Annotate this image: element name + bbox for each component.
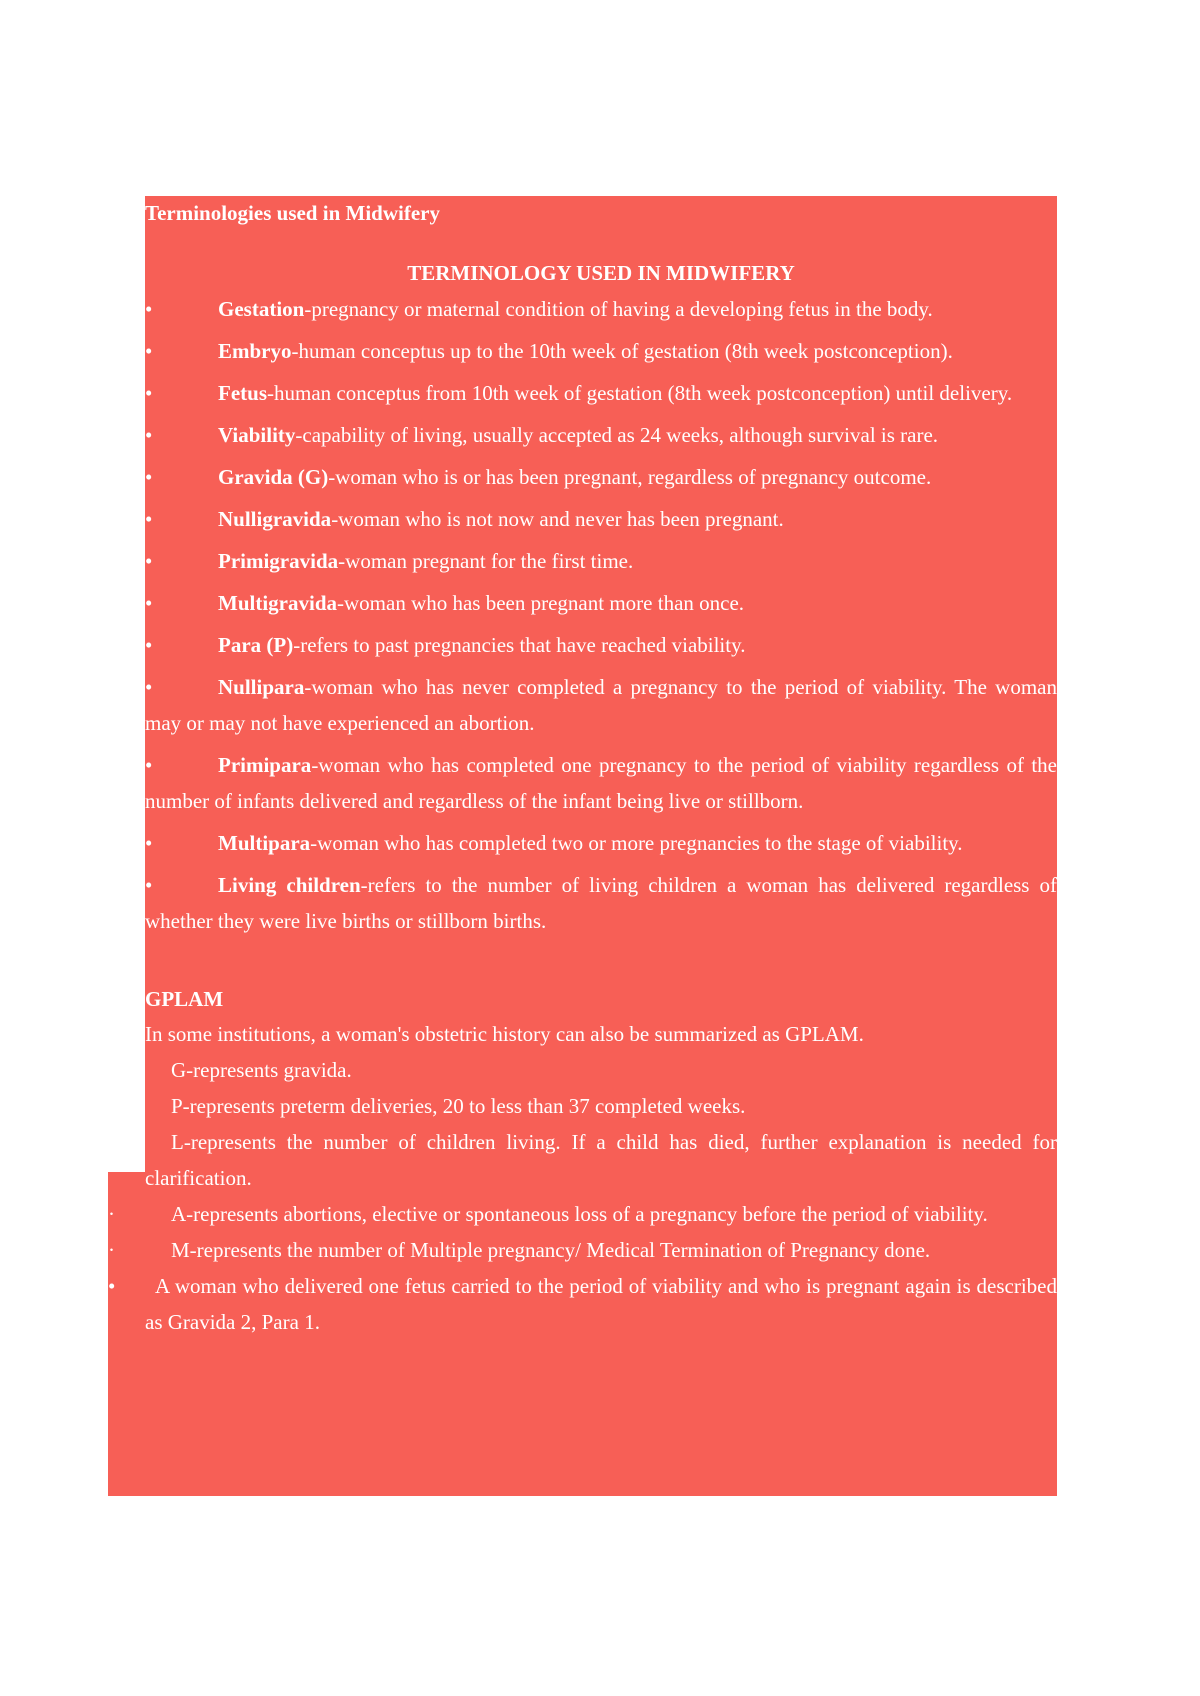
gplam-example-text: A woman who delivered one fetus carried to the period of viability and who is pregnant again is described as Gravida 2, Para 1.: [145, 1274, 1057, 1334]
term-name: Gravida (G): [218, 465, 329, 489]
term-name: Nulligravida: [218, 507, 332, 531]
terminology-list: [145, 291, 1057, 939]
list-item: [108, 1052, 1057, 1088]
section-heading: TERMINOLOGY USED IN MIDWIFERY: [407, 261, 795, 285]
term-name: Primipara: [218, 753, 312, 777]
bullet: •: [145, 753, 153, 777]
gplam-item-text: A-represents abortions, elective or spontaneous loss of a pregnancy before the period of viability.: [171, 1202, 988, 1226]
bullet: •: [145, 465, 153, 489]
bullet: ·: [108, 1094, 115, 1118]
term-definition: -pregnancy or maternal condition of having a developing fetus in the body.: [304, 297, 933, 321]
term-definition: -woman who is not now and never has been pregnant.: [331, 507, 784, 531]
list-item: [145, 375, 1057, 411]
list-item: [145, 459, 1057, 495]
term-name: Fetus: [218, 381, 267, 405]
bullet: •: [145, 507, 153, 531]
bullet: •: [145, 339, 153, 363]
list-item: [108, 1088, 1057, 1124]
term-definition: -refers to past pregnancies that have reached viability.: [293, 633, 746, 657]
bullet: •: [145, 297, 153, 321]
list-item: [145, 867, 1057, 939]
bullet: •: [145, 549, 153, 573]
gplam-item-text: M-represents the number of Multiple pregnancy/ Medical Termination of Pregnancy done.: [171, 1238, 931, 1262]
list-item: [145, 333, 1057, 369]
bullet: •: [145, 381, 153, 405]
term-name: Embryo: [218, 339, 292, 363]
document-title: Terminologies used in Midwifery: [145, 201, 440, 225]
bullet: •: [108, 1274, 116, 1298]
term-name: Nullipara: [218, 675, 305, 699]
gplam-item-text: L-represents the number of children living. If a child has died, further explanation is needed for clarification.: [145, 1130, 1057, 1190]
list-item: [145, 627, 1057, 663]
gplam-list: [108, 1052, 1057, 1340]
term-name: Para (P): [218, 633, 294, 657]
term-name: Viability: [218, 423, 296, 447]
gplam-heading: GPLAM: [145, 987, 224, 1011]
bullet: •: [145, 423, 153, 447]
document-body: [108, 196, 1057, 1340]
bullet: •: [145, 591, 153, 615]
term-name: Multigravida: [218, 591, 337, 615]
term-definition: -human conceptus from 10th week of gestation (8th week postconception) until delivery.: [267, 381, 1013, 405]
bullet: ·: [108, 1058, 115, 1082]
bullet: ·: [108, 1130, 115, 1154]
term-name: Living children: [218, 873, 361, 897]
list-item: [145, 543, 1057, 579]
term-name: Multipara: [218, 831, 311, 855]
term-name: Gestation: [218, 297, 305, 321]
list-item: [145, 501, 1057, 537]
bullet: ·: [108, 1238, 115, 1262]
bullet: •: [145, 633, 153, 657]
term-definition: -refers to the number of living children a woman has delivered regardless of whether they were live births or stillborn births.: [145, 873, 1057, 933]
bullet: •: [145, 873, 153, 897]
gplam-intro: In some institutions, a woman's obstetric history can also be summarized as GPLAM.: [145, 1022, 864, 1046]
term-definition: -woman who is or has been pregnant, regardless of pregnancy outcome.: [328, 465, 932, 489]
list-item: [145, 747, 1057, 819]
bullet: •: [145, 675, 153, 699]
list-item: [145, 825, 1057, 861]
list-item: [108, 1268, 1057, 1340]
list-item: [108, 1232, 1057, 1268]
term-definition: -woman who has been pregnant more than once.: [337, 591, 745, 615]
list-item: [145, 417, 1057, 453]
list-item: [145, 585, 1057, 621]
bullet: ·: [108, 1202, 115, 1226]
term-definition: -human conceptus up to the 10th week of gestation (8th week postconception).: [291, 339, 953, 363]
term-name: Primigravida: [218, 549, 339, 573]
bullet: •: [145, 831, 153, 855]
term-definition: -woman who has completed one pregnancy to the period of viability regardless of the number of infants delivered and regardless of the infant being live or stillborn.: [145, 753, 1057, 813]
list-item: [145, 669, 1057, 741]
list-item: [108, 1124, 1057, 1196]
term-definition: -woman pregnant for the first time.: [338, 549, 634, 573]
term-definition: -woman who has completed two or more pregnancies to the stage of viability.: [310, 831, 963, 855]
gplam-item-text: G-represents gravida.: [171, 1058, 352, 1082]
term-definition: -woman who has never completed a pregnancy to the period of viability. The woman may or may not have experienced an abortion.: [145, 675, 1057, 735]
gplam-item-text: P-represents preterm deliveries, 20 to less than 37 completed weeks.: [171, 1094, 746, 1118]
list-item: [145, 291, 1057, 327]
list-item: [108, 1196, 1057, 1232]
term-definition: -capability of living, usually accepted as 24 weeks, although survival is rare.: [295, 423, 939, 447]
